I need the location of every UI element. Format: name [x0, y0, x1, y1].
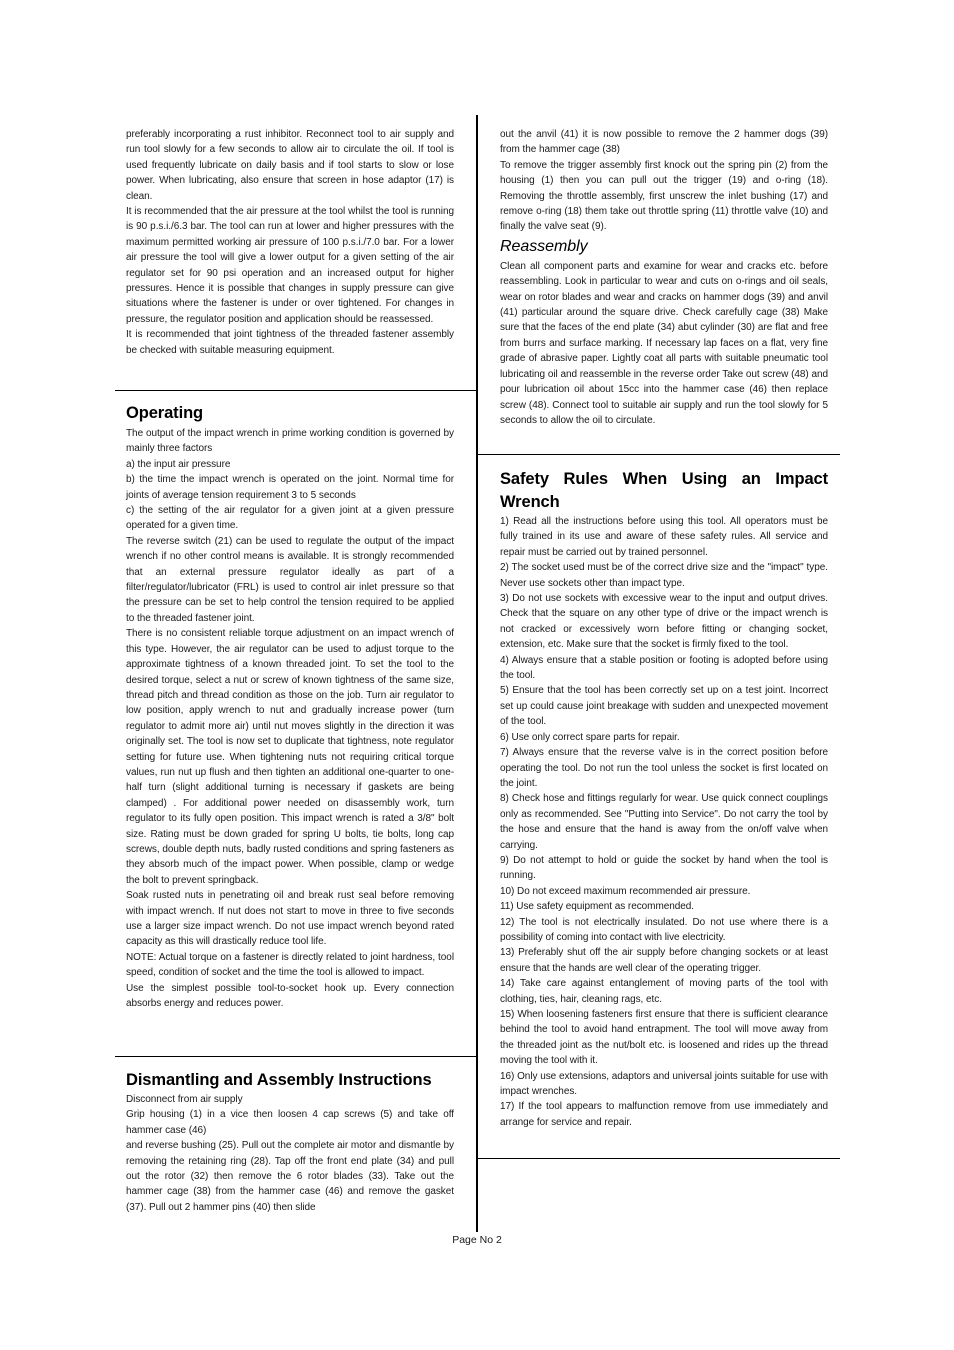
list-item: 7) Always ensure that the reverse valve is in the correct position before operating the tool. Do not run the tool unless the socket is first located on the joint.	[500, 747, 828, 789]
operating-section	[126, 426, 454, 1011]
paragraph: Soak rusted nuts in penetrating oil and break rust seal before removing with impact wrench. If nut does not start to move in three to five seconds use a larger size impact wrench. Do not use impact wrench beyond rated capacity as this will drastically reduce tool life.	[126, 890, 454, 948]
paragraph: out the anvil (41) it is now possible to remove the 2 hammer dogs (39) from the hammer cage (38)	[500, 129, 828, 156]
list-item: 6) Use only correct spare parts for repair.	[500, 731, 680, 743]
safety-section	[500, 514, 828, 1130]
list-item: 13) Preferably shut off the air supply before changing sockets or at least ensure that the hands are well clear of the operating trigger.	[500, 947, 828, 974]
operating-heading: Operating	[126, 404, 204, 422]
list-item: 14) Take care against entanglement of moving parts of the tool with clothing, ties, hair, cleaning rags, etc.	[500, 978, 828, 1005]
right-rule-2	[476, 1158, 840, 1159]
right-rule-1	[476, 454, 840, 455]
list-item: 12) The tool is not electrically insulated. Do not use where there is a possibility of coming into contact with live electricity.	[500, 916, 828, 943]
list-item: 17) If the tool appears to malfunction remove from use immediately and arrange for service and repair.	[500, 1101, 828, 1128]
list-item: 10) Do not exceed maximum recommended air pressure.	[500, 885, 751, 897]
paragraph: It is recommended that the air pressure at the tool whilst the tool is running is 90 p.s.i./6.3 bar. The tool can run at lower and higher pressures with the maximum permitted working air pressure of 100 p.s.i./7.0 bar. For a lower air pressure the tool will give a lower output for a given setting of the air regulator set for 90 psi operation and an increased output for higher pressures. Hence it is possible that changes in supply pressure can give situations where the fastener is under or over tightened. For changes in pressure, the regulator position and application should be reassessed.	[126, 206, 454, 325]
paragraph: Clean all component parts and examine for wear and cracks etc. before reassembling. Look in particular to wear and cuts on o-rings and oil seals, wear on rotor blades and wear and cracks on hammer dogs (39) and anvil (41) particular around the square drive. Check carefully cage (38) Make sure that the faces of the end plate (34) abut cylinder (30) are flat and free from burrs and surface marking. If necessary lap faces on a flat, very fine grade of abrasive paper. Lightly coat all parts with suitable pneumatic tool lubricating oil and reassemble in the reverse order Take out screw (48) and pour lubrication oil about 15cc into the hammer case (46) then replace screw (48). Connect tool to suitable air supply and run the tool slowly for 5 seconds to allow the oil to circulate.	[500, 260, 828, 426]
list-item: 5) Ensure that the tool has been correctly set up on a test joint. Incorrect set up could cause joint breakage with sudden and unexpected movement of the tool.	[500, 685, 828, 728]
list-item: 2) The socket used must be of the correct drive size and the "impact" type. Never use sockets other than impact type.	[500, 562, 828, 589]
paragraph: There is no consistent reliable torque adjustment on an impact wrench of this type. However, the air regulator can be used to adjust torque to the approximate tightness of a known threaded joint. To set the tool to the desired torque, select a nut or screw of known tightness of the same size, thread pitch and thread condition as those on the job. Turn air regulator to low position, apply wrench to nut and gradually increase power (turn regulator to admit more air) until nut moves slightly in the direction it was originally set. The tool is now set to duplicate that tightness, note regulator setting for future use. When tightening nuts not requiring critical torque values, run nut up flush and then tighten an additional one-quarter to one-half turn (slight additional turning is necessary if gaskets are being clamped) . For additional power needed on disassembly work, turn regulator to its fully open position. This impact wrench is rated a 3/8" bolt size. Rating must be down graded for spring U bolts, tie bolts, long cap screws, double depth nuts, badly rusted conditions and spring fasteners as they absorb much of the impact power. When possible, clamp or wedge the bolt to prevent springback.	[126, 628, 454, 886]
left-rule-1	[115, 390, 477, 391]
paragraph: The output of the impact wrench in prime working condition is governed by mainly three factors	[126, 428, 454, 455]
dismantling-heading: Dismantling and Assembly Instructions	[126, 1071, 432, 1089]
list-item: 4) Always ensure that a stable position or footing is adopted before using the tool.	[500, 654, 828, 682]
reassembly-heading: Reassembly	[500, 237, 588, 255]
column-divider	[476, 115, 478, 1232]
continued-section	[500, 127, 828, 428]
dismantling-section	[126, 1092, 454, 1215]
list-item: 15) When loosening fasteners first ensure that there is sufficient clearance behind the tool to avoid hand entrapment. The tool will move away from the threaded joint as the nut/bolt etc. is loosened and rides up the thread moving the tool with it.	[500, 1009, 828, 1067]
paragraph: preferably incorporating a rust inhibitor. Reconnect tool to air supply and run tool slowly for a few seconds to allow air to circulate the oil. If tool is used frequently lubricate on daily basis and if tool starts to slow or lose power. When lubricating, also ensure that screen in hose adaptor (17) is clean.	[126, 129, 454, 202]
page-number: Page No 2	[452, 1234, 502, 1246]
paragraph: and reverse bushing (25). Pull out the complete air motor and dismantle by removing the retaining ring (28). Tap off the front end plate (34) and pull out the rotor (32) then remove the 6 rotor blades (33). Take out the hammer cage (38) from the hammer case (46) and remove the gasket (37). Pull out 2 hammer pins (40) then slide	[126, 1140, 454, 1213]
list-item: 1) Read all the instructions before using this tool. All operators must be fully trained in its use and aware of these safety rules. All service and repair must be carried out by trained personnel.	[500, 516, 828, 558]
paragraph: It is recommended that joint tightness of the threaded fastener assembly be checked with suitable measuring equipment.	[126, 329, 454, 356]
paragraph: b) the time the impact wrench is operated on the joint. Normal time for joints of average tension requirement 3 to 5 seconds	[126, 474, 454, 501]
list-item: 16) Only use extensions, adaptors and universal joints suitable for use with impact wrenches.	[500, 1070, 828, 1098]
list-item: 9) Do not attempt to hold or guide the socket by hand when the tool is running.	[500, 854, 828, 882]
list-item: 8) Check hose and fittings regularly for wear. Use quick connect couplings only as recommended. See "Putting into Service". Do not carry the tool by the hose and ensure that the hand is away from the on/off valve when carrying.	[500, 793, 828, 851]
paragraph: NOTE: Actual torque on a fastener is directly related to joint hardness, tool speed, condition of socket and the time the tool is allowed to impact.	[126, 951, 454, 979]
list-item: 11) Use safety equipment as recommended.	[500, 901, 695, 913]
paragraph: Use the simplest possible tool-to-socket hook up. Every connection absorbs energy and reduces power.	[126, 982, 454, 1010]
list-item: 3) Do not use sockets with excessive wear to the input and output drives. Check that the square on any other type of drive or the impact wrench is not cracked or excessively worn before fitting or changing socket, extension, etc. Make sure that the socket is firmly fixed to the tool.	[500, 593, 828, 651]
paragraph: The reverse switch (21) can be used to regulate the output of the impact wrench if no other control means is available. It is strongly recommended that an external pressure regulator ideally as part of a filter/regulator/lubricator (FRL) is used to control air inlet pressure so that the pressure can be set to help control the tension required to be applied to the threaded fastener joint.	[126, 535, 454, 624]
paragraph: To remove the trigger assembly first knock out the spring pin (2) from the housing (1) then you can pull out the trigger (19) and o-ring (18). Removing the throttle assembly, first unscrew the inlet bushing (17) and remove o-ring (18) them take out throttle spring (11) throttle valve (10) and finally the valve seat (9).	[500, 159, 828, 233]
left-rule-2	[115, 1056, 477, 1057]
intro-section	[126, 127, 454, 358]
safety-heading: Safety Rules When Using an Impact Wrench	[500, 470, 828, 511]
paragraph: a) the input air pressure	[126, 458, 231, 470]
paragraph: Disconnect from air supply	[126, 1094, 243, 1105]
paragraph: c) the setting of the air regulator for a given joint at a given pressure operated for a given time.	[126, 505, 454, 532]
paragraph: Grip housing (1) in a vice then loosen 4 cap screws (5) and take off hammer case (46)	[126, 1109, 454, 1136]
